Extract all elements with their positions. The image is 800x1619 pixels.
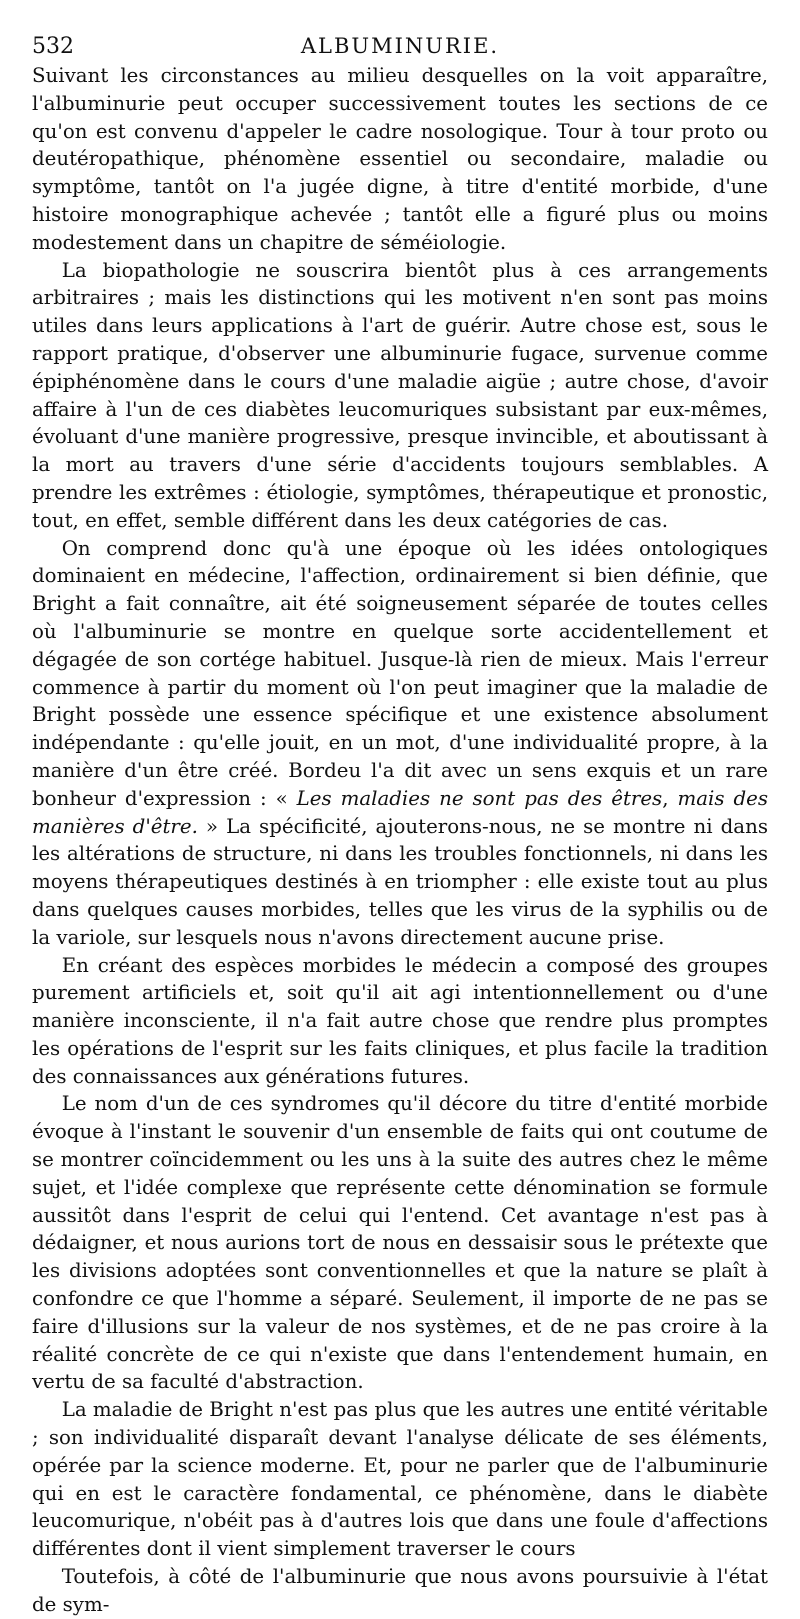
paragraph-6: La maladie de Bright n'est pas plus que les autres une entité véritable ; son individualité disparaît devant l'analyse délicate de ses éléments, opérée par la science moderne. Et, pour ne parler que de l'albuminurie qui en est le caractère fondamental, ce phénomène, dans le diabète leucomurique, n'obéit pas à d'autres lois que dans une foule d'affections différentes dont il vient simplement traverser le cours: [32, 1398, 768, 1561]
quote-open: «: [266, 786, 297, 810]
paragraph-3-continuation: troubles fonctionnels, ni dans les moyens thérapeutiques destinés à en triompher : elle existe tout au plus dans quelques causes morbides, telles que les virus de la syphilis ou de la variole, sur lesquels nous n'avons directement aucune prise.: [32, 842, 768, 949]
quote-comma: ,: [662, 786, 678, 810]
paragraph-2: La biopathologie ne souscrira bientôt plus à ces arrangements arbitraires ; mais les distinctions qui les motivent n'en sont pas moins utiles dans leurs applications à l'art de guérir. Autre chose est, sous le rapport pratique, d'observer une albuminurie fugace, survenue comme épiphénomène dans le cours d'une maladie aigüe ; autre chose, d'avoir affaire à l'un de ces diabètes leucomuriques subsistant par eux-mêmes, évoluant d'une manière progressive, presque invincible, et aboutissant à la mort au travers d'une série d'accidents toujours semblables. A prendre les extrêmes : étiologie, symptômes, thérapeutique et pronostic, tout, en effet, semble différent dans les deux catégories de cas.: [32, 258, 768, 532]
paragraph-1: Suivant les circonstances au milieu desquelles on la voit apparaître, l'albuminurie peut occuper successivement toutes les sections de ce qu'on est convenu d'appeler le cadre nosologique. Tour à tour proto ou deutéropathique, phénomène essentiel ou secondaire, maladie ou symptôme, tantôt on l'a jugée digne, à titre d'entité morbide, d'une histoire monographique achevée ; tantôt elle a figuré plus ou moins modestement dans un chapitre de séméiologie.: [32, 64, 768, 254]
page-number: 532: [32, 34, 74, 59]
running-head: [32, 26, 768, 62]
quote-italic-2: mais des manières d'être.: [32, 786, 768, 838]
quote-after: La spécificité, ajouterons-nous, ne se montre ni dans les altérations de structure, ni dans les: [32, 814, 768, 866]
running-title: ALBUMINURIE.: [300, 34, 500, 58]
paragraph-5: Le nom d'un de ces syndromes qu'il décore du titre d'entité morbide évoque à l'instant le souvenir d'un ensemble de faits qui ont coutume de se montrer coïncidemment ou les uns à la suite des autres chez le même sujet, et l'idée complexe que représente cette dénomination se formule aussitôt dans l'esprit de celui qui l'entend. Cet avantage n'est pas à dédaigner, et nous aurions tort de nous en dessaisir sous le prétexte que les divisions adoptées sont conventionnelles et que la nature se plaît à confondre ce que l'homme a séparé. Seulement, il importe de ne pas se faire d'illusions sur la valeur de nos systèmes, et de ne pas croire à la réalité concrète de ce qui n'existe que dans l'entendement humain, en vertu de sa faculté d'abstraction.: [32, 1092, 768, 1394]
body-text: [32, 62, 768, 1619]
quote-italic-1: Les maladies ne sont pas des êtres: [296, 786, 663, 810]
paragraph-4: En créant des espèces morbides le médecin a composé des groupes purement artificiels et, soit qu'il ait agi intentionnellement ou d'une manière inconsciente, il n'a fait autre chose que rendre plus promptes les opérations de l'esprit sur les faits cliniques, et plus facile la tradition des connaissances aux générations futures.: [32, 953, 768, 1088]
paragraph-3: [32, 535, 768, 952]
paragraph-3-text: On comprend donc qu'à une époque où les idées ontologiques dominaient en médecine, l'affection, ordinairement si bien définie, que Bright a fait connaître, ait été soigneusement séparée de toutes celles où l'albuminurie se montre en quelque sorte accidentellement et dégagée de son cortége habituel. Jusque-là rien de mieux. Mais l'erreur commence à partir du moment où l'on peut imaginer que la maladie de Bright possède une essence spécifique et une existence absolument indépendante : qu'elle jouit, en un mot, d'une individualité propre, à la manière d'un être créé. Bordeu l'a dit avec un sens exquis et un rare bonheur d'expression :: [32, 536, 768, 810]
quote-close: »: [197, 814, 227, 838]
paragraph-7: Toutefois, à côté de l'albuminurie que nous avons poursuivie à l'état de sym-: [32, 1565, 768, 1616]
